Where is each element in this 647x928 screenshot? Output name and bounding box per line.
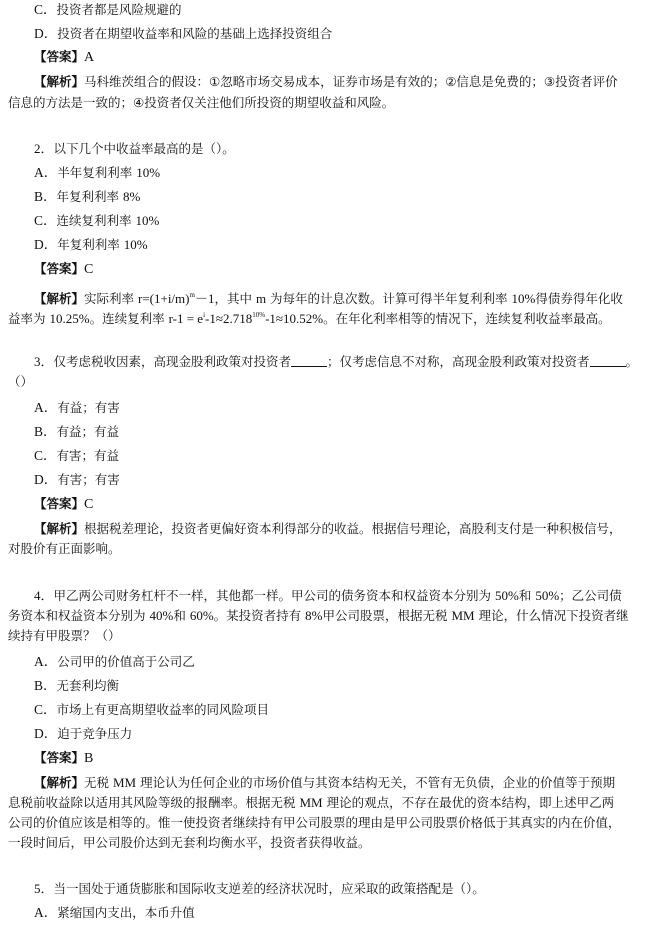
answer-label: 【答案】 [34,49,85,64]
q4-option-a [34,654,195,670]
answer-blank [590,354,626,367]
q3-stem-line-1 [34,354,638,370]
q4-stem-line-2 [8,608,638,624]
q3-analysis-line-1 [34,521,622,537]
q3-stem-line-2: （） [8,374,34,389]
q4-analysis-line-1 [34,775,615,791]
question-number: 2． [34,141,54,156]
question-number: 3． [34,354,54,369]
analysis-text: 无税 [84,775,113,790]
question-text: 甲公司股票，根据无税 [322,608,452,623]
formula: r=(1+i/m) [138,291,190,306]
q2-option-a [34,165,160,181]
option-letter: D． [34,26,58,41]
option-text: 公司甲的价值高于公司乙 [57,654,195,669]
question-text: 当一国处于通货膨胀和国际收支逆差的经济状况时，应采取的政策搭配是（）。 [53,881,485,896]
q4-analysis-line-2 [8,795,638,811]
analysis-text: 马科维茨组合的假设：①忽略市场交易成本，证券市场是有效的；②信息是免费的；③投资者评价 [84,74,618,89]
q4-option-b [34,678,119,694]
question-text: 和 [518,588,536,603]
analysis-label: 【解析】 [34,74,85,89]
percent-value: 60% [189,608,214,623]
q4-stem-line-1 [34,588,622,604]
option-letter: A． [34,400,58,415]
percent-value: 40% [149,608,174,623]
option-letter: D． [34,472,58,487]
q1-analysis-line-2: 信息的方法是一致的；④投资者仅关注他们所投资的期望收益和风险。 [8,95,395,110]
q4-option-c [34,702,269,718]
formula: －1 [194,291,215,306]
option-text: 市场上有更高期望收益率的同风险项目 [56,702,270,717]
question-text: 。某投资者持有 [213,608,306,623]
q1-answer [34,49,94,65]
analysis-text: ，其中 [214,291,256,306]
option-text: 投资者在期望收益率和风险的基础上选择投资组合 [57,26,333,41]
question-text: 和 [173,608,190,623]
formula: r-1 = e [168,311,204,326]
answer-value: C [84,497,94,512]
question-number: 4． [34,588,54,603]
option-text: 有益；有益 [56,424,120,439]
option-letter: A． [34,165,58,180]
formula-superscript: i [203,311,206,319]
term-mm: MM [451,608,475,623]
analysis-label: 【解析】 [34,291,85,306]
q3-option-d [34,472,120,488]
answer-blank [291,354,327,367]
q1-option-d [34,26,332,42]
formula: -1≈2.718 [205,311,253,326]
q2-analysis-line-1 [34,287,623,306]
term-mm: MM [113,775,137,790]
formula-variable: m [255,291,267,306]
option-letter: D． [34,237,58,252]
q2-option-d [34,237,148,253]
option-text: 年复利利率 [57,237,124,252]
option-value: 10% [136,165,161,180]
answer-label: 【答案】 [34,496,85,511]
q2-option-b [34,189,140,205]
formula-superscript: 10% [252,311,266,319]
percent-value: 8% [305,608,323,623]
q2-analysis-line-2 [8,307,638,326]
q4-analysis-line-3: 公司的价值应该是相等的。惟一使投资者继续持有甲公司股票的理由是甲公司股票价格低于其真实的内在价值， [8,815,621,830]
option-letter: B． [34,189,57,204]
option-text: 连续复利利率 [56,213,136,228]
option-value: 8% [123,189,141,204]
option-letter: C． [34,702,57,717]
question-number: 5． [34,881,54,896]
q4-answer [34,750,93,766]
option-letter: D． [34,726,58,741]
option-text: 有害；有益 [56,448,120,463]
analysis-text: 实际利率 [84,291,138,306]
analysis-text: 得债券得年化收 [535,291,623,306]
q3-analysis-line-2: 对股价有正面影响。 [8,541,121,556]
answer-value: C [84,262,94,277]
formula: -1≈10.52% [265,311,324,326]
option-letter: C． [34,2,57,17]
question-text: 理论，什么情况下投资者继 [474,608,629,623]
option-text: 迫于竞争压力 [57,726,133,741]
answer-label: 【答案】 [34,750,85,765]
q2-stem [34,141,235,157]
percent-value: 50% [495,588,519,603]
q2-answer [34,261,93,277]
question-text: ；乙公司债 [559,588,622,603]
option-value: 10% [135,213,160,228]
analysis-text: 理论认为任何企业的市场价值与其资本结构无关，不管有无负债，企业的价值等于预期 [136,775,616,790]
answer-value: B [84,751,94,766]
q4-analysis-line-4: 一段时间后，甲公司股价达到无套利均衡水平，投资者获得收益。 [8,835,371,850]
question-text: 务资本和权益资本分别为 [8,608,150,623]
analysis-label: 【解析】 [34,775,85,790]
percent-value: 10% [511,291,536,306]
option-letter: C． [34,448,57,463]
q5-stem [34,881,485,897]
term-mm: MM [299,795,323,810]
analysis-text: 理论的观点，不存在最优的资本结构，即上述甲乙两 [322,795,615,810]
option-text: 紧缩国内支出，本币升值 [57,905,195,920]
question-text: 。 [625,354,639,369]
option-text: 无套利均衡 [56,678,120,693]
analysis-text: 为每年的计息次数。计算可得半年复利利率 [266,291,512,306]
question-text: 仅考虑税收因素，高现金股利政策对投资者 [53,354,292,369]
percent-value: 10.25% [49,311,90,326]
option-text: 有害；有害 [57,472,120,487]
analysis-text: 息税前收益除以适用其风险等级的报酬率。根据无税 [8,795,300,810]
q1-option-c [34,2,182,18]
question-text: ；仅考虑信息不对称，高现金股利政策对投资者 [327,354,590,369]
option-letter: A． [34,905,58,920]
option-letter: B． [34,424,57,439]
question-text: 甲乙两公司财务杠杆不一样，其他都一样。甲公司的债务资本和权益资本分别为 [53,588,495,603]
q2-option-c [34,213,159,229]
answer-value: A [84,50,95,65]
option-letter: B． [34,678,57,693]
q3-option-a [34,400,120,416]
formula-superscript: m [189,291,195,299]
analysis-label: 【解析】 [34,521,85,536]
analysis-text: 益率为 [8,311,50,326]
q4-stem-line-3: 续持有甲股票？（） [8,628,121,643]
option-value: 10% [123,237,148,252]
option-text: 有益；有害 [57,400,120,415]
percent-value: 50% [535,588,560,603]
analysis-text: 。在年化利率相等的情况下，连续复利收益率最高。 [323,311,611,326]
q5-option-a [34,905,195,921]
option-text: 年复利利率 [56,189,123,204]
analysis-text: 根据税差理论，投资者更偏好资本利得部分的收益。根据信号理论，高股利支付是一种积极信号， [84,521,622,536]
option-text: 半年复利利率 [57,165,137,180]
option-letter: C． [34,213,57,228]
option-letter: A． [34,654,58,669]
q3-answer [34,496,93,512]
q4-option-d [34,726,132,742]
q1-analysis-line-1 [34,74,618,90]
answer-label: 【答案】 [34,261,85,276]
analysis-text: 。连续复利率 [89,311,169,326]
q3-option-b [34,424,119,440]
q3-option-c [34,448,119,464]
question-text: 以下几个中收益率最高的是（）。 [53,141,235,156]
option-text: 投资者都是风险规避的 [56,2,182,17]
